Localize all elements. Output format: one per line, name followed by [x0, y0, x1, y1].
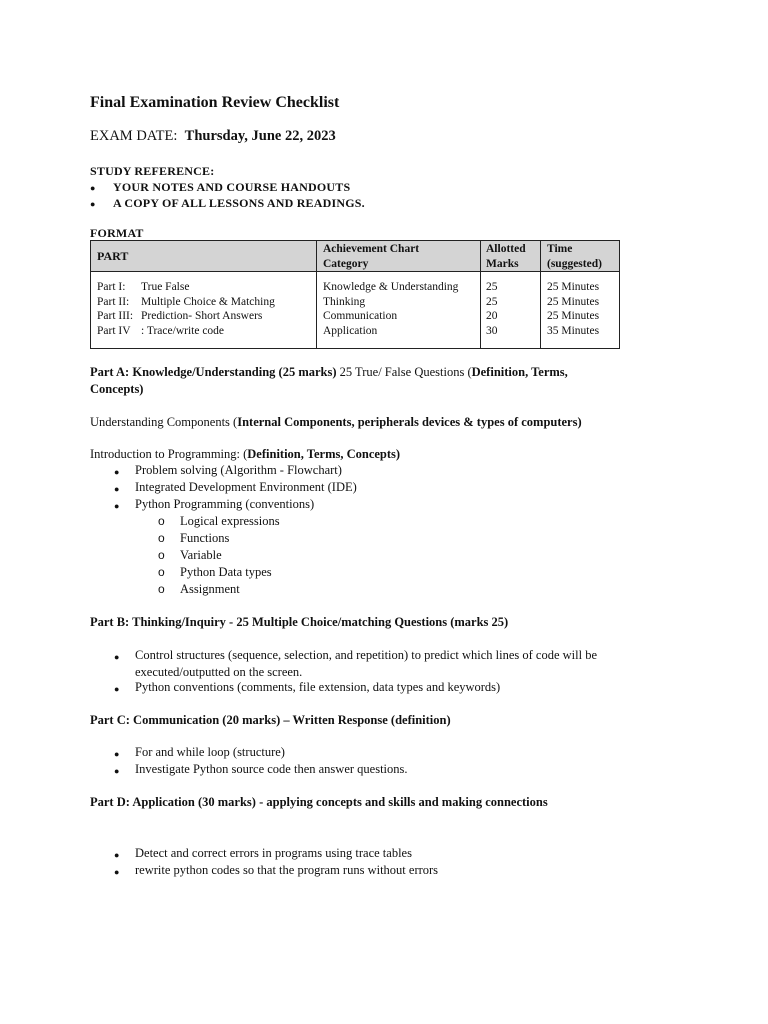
part-a-heading: Part A: Knowledge/Understanding (25 marks) 25 True/ False Questions (Definition, Terms,	[90, 365, 568, 379]
study-reference-item: A COPY OF ALL LESSONS AND READINGS.	[113, 196, 365, 210]
table-cell-marks: 25 25 20 30	[486, 281, 498, 337]
study-reference-heading: STUDY REFERENCE:	[90, 164, 215, 178]
list-item: Python conventions (comments, file extension, data types and keywords)	[135, 680, 501, 694]
bullet-icon: ●	[90, 183, 96, 193]
bullet-icon: ●	[114, 684, 120, 694]
document-title: Final Examination Review Checklist	[90, 94, 340, 111]
part-a-heading-cont: Concepts)	[90, 382, 144, 396]
bullet-icon: ●	[90, 199, 96, 209]
circle-bullet-icon: o	[158, 514, 165, 528]
table-header-category: Achievement Chart Category	[323, 243, 420, 270]
bullet-icon: ●	[114, 749, 120, 759]
bullet-icon: ●	[114, 867, 120, 877]
list-item: rewrite python codes so that the program runs without errors	[135, 863, 439, 877]
sub-list-item: Logical expressions	[180, 514, 280, 528]
exam-date-line	[90, 128, 336, 145]
circle-bullet-icon: o	[158, 565, 165, 579]
list-item: Integrated Development Environment (IDE)	[135, 480, 357, 494]
exam-date-value: Thursday, June 22, 2023	[184, 128, 336, 144]
table-border	[316, 240, 317, 349]
format-table	[90, 240, 620, 349]
bullet-icon: ●	[114, 850, 120, 860]
table-cell-time: 25 Minutes 25 Minutes 25 Minutes 35 Minutes	[547, 281, 600, 337]
list-item: Investigate Python source code then answer questions.	[135, 762, 408, 776]
list-item: Detect and correct errors in programs using trace tables	[135, 846, 412, 860]
sub-list-item: Variable	[180, 548, 222, 562]
bullet-icon: ●	[114, 501, 120, 511]
intro-programming: Introduction to Programming: (Definition, Terms, Concepts)	[90, 447, 401, 461]
bullet-icon: ●	[114, 484, 120, 494]
list-item: For and while loop (structure)	[135, 745, 285, 759]
bullet-icon: ●	[114, 766, 120, 776]
sub-list-item: Python Data types	[180, 565, 272, 579]
table-border	[90, 240, 91, 349]
circle-bullet-icon: o	[158, 548, 165, 562]
exam-date-label: EXAM DATE:	[90, 128, 178, 144]
table-border	[540, 240, 541, 349]
table-header-time: Time (suggested)	[547, 243, 602, 270]
table-cell-part: Part I: True False Part II: Multiple Choice & Matching Part III: Prediction- Short Answers Part IV : Trace/write code	[97, 281, 275, 337]
bullet-icon: ●	[114, 467, 120, 477]
table-header-part: PART	[97, 249, 129, 263]
study-reference-item: YOUR NOTES AND COURSE HANDOUTS	[113, 180, 351, 194]
table-header-marks: Allotted Marks	[486, 243, 526, 270]
list-item: Control structures (sequence, selection, and repetition) to predict which lines of code will be	[135, 648, 598, 662]
part-d-heading: Part D: Application (30 marks) - applying concepts and skills and making connections	[90, 795, 548, 809]
sub-list-item: Functions	[180, 531, 230, 545]
list-item: Problem solving (Algorithm - Flowchart)	[135, 463, 342, 477]
table-border	[619, 240, 620, 349]
list-item-cont: executed/outputted on the screen.	[135, 665, 303, 679]
format-heading: FORMAT	[90, 226, 144, 240]
bullet-icon: ●	[114, 652, 120, 662]
part-c-heading: Part C: Communication (20 marks) – Written Response (definition)	[90, 713, 451, 727]
circle-bullet-icon: o	[158, 582, 165, 596]
sub-list-item: Assignment	[180, 582, 240, 596]
understanding-components: Understanding Components (Internal Components, peripherals devices & types of computers)	[90, 415, 582, 429]
list-item: Python Programming (conventions)	[135, 497, 315, 511]
circle-bullet-icon: o	[158, 531, 165, 545]
part-b-heading: Part B: Thinking/Inquiry - 25 Multiple Choice/matching Questions (marks 25)	[90, 615, 509, 629]
table-border	[480, 240, 481, 349]
table-cell-category: Knowledge & Understanding Thinking Communication Application	[323, 281, 459, 337]
